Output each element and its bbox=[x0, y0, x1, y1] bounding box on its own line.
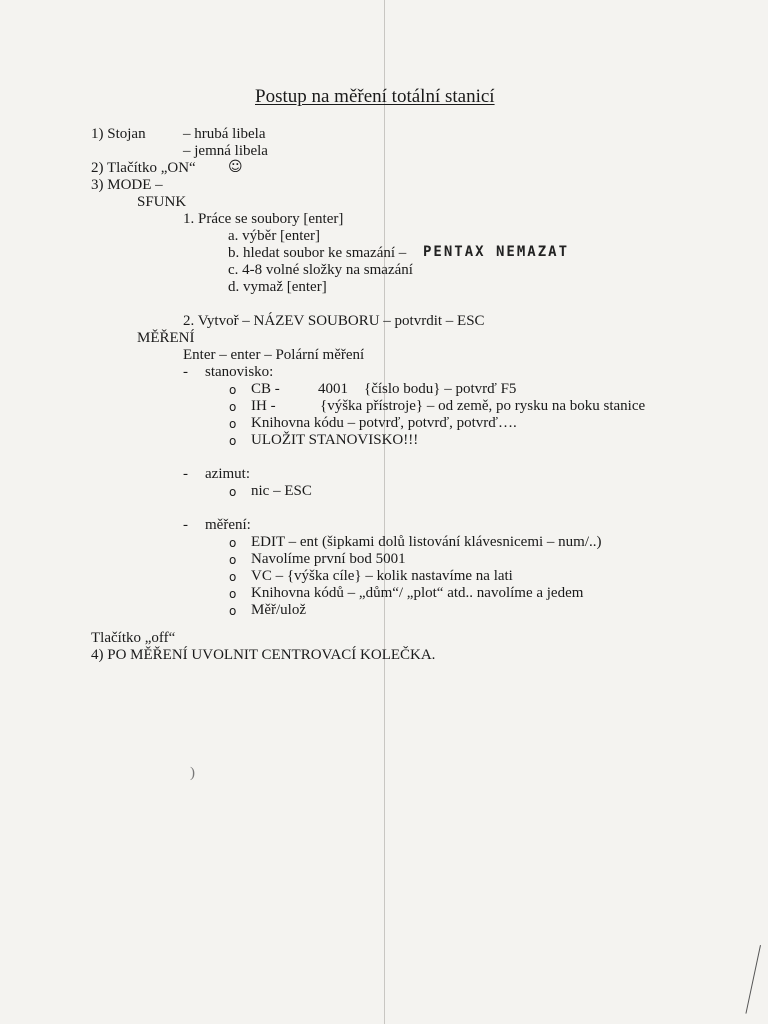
step-3-subitem: a. výběr [enter] bbox=[228, 228, 321, 244]
step-1-item: – jemná libela bbox=[183, 143, 268, 159]
azimut-label: azimut: bbox=[205, 466, 250, 482]
enter-line: Enter – enter – Polární měření bbox=[183, 347, 365, 363]
stanovisko-label: stanovisko: bbox=[205, 364, 274, 380]
step-3-subitem: b. hledat soubor ke smazání – bbox=[228, 245, 407, 261]
step-4-label: 4) PO MĚŘENÍ UVOLNIT CENTROVACÍ KOLEČKA. bbox=[91, 647, 436, 663]
mereni-sub-label: měření: bbox=[205, 517, 251, 533]
fold-line bbox=[384, 0, 385, 1024]
step-3-item-1: 1. Práce se soubory [enter] bbox=[183, 211, 344, 227]
bullet-icon: o bbox=[229, 553, 237, 567]
step-3-label: 3) MODE – bbox=[91, 177, 163, 193]
bullet-icon: o bbox=[229, 383, 237, 397]
mereni-heading: MĚŘENÍ bbox=[137, 330, 195, 346]
bullet-icon: o bbox=[229, 434, 237, 448]
edge-scratch bbox=[745, 945, 761, 1014]
smiley-icon: ☺ bbox=[228, 159, 243, 175]
page-title: Postup na měření totální stanicí bbox=[255, 86, 495, 107]
dash-marker: - bbox=[183, 466, 188, 482]
bullet-icon: o bbox=[229, 485, 237, 499]
mereni-item: EDIT – ent (šipkami dolů listování klávesnicemi – num/..) bbox=[251, 534, 602, 550]
sfunk-label: SFUNK bbox=[137, 194, 187, 210]
cb-key: CB - bbox=[251, 381, 280, 397]
step-1-item: – hrubá libela bbox=[183, 126, 266, 142]
stray-mark: ) bbox=[190, 765, 195, 781]
mereni-item: Měř/ulož bbox=[251, 602, 306, 618]
ih-key: IH - bbox=[251, 398, 276, 414]
azimut-item: nic – ESC bbox=[251, 483, 312, 499]
bullet-icon: o bbox=[229, 400, 237, 414]
step-1-label: 1) Stojan bbox=[91, 126, 146, 142]
step-3-subitem: d. vymaž [enter] bbox=[228, 279, 327, 295]
step-3-subitem: c. 4-8 volné složky na smazání bbox=[228, 262, 413, 278]
bullet-icon: o bbox=[229, 536, 237, 550]
mereni-item: Navolíme první bod 5001 bbox=[251, 551, 406, 567]
stanovisko-item: Knihovna kódu – potvrď, potvrď, potvrď…. bbox=[251, 415, 517, 431]
pentax-stamp: PENTAX NEMAZAT bbox=[423, 244, 570, 260]
step-2-label: 2) Tlačítko „ON“ bbox=[91, 160, 196, 176]
bullet-icon: o bbox=[229, 604, 237, 618]
dash-marker: - bbox=[183, 364, 188, 380]
stanovisko-item: ULOŽIT STANOVISKO!!! bbox=[251, 432, 419, 448]
bullet-icon: o bbox=[229, 587, 237, 601]
ih-rest: {výška přístroje} – od země, po rysku na boku stanice bbox=[320, 398, 646, 414]
bullet-icon: o bbox=[229, 417, 237, 431]
bullet-icon: o bbox=[229, 570, 237, 584]
mereni-item: Knihovna kódů – „dům“/ „plot“ atd.. navolíme a jedem bbox=[251, 585, 584, 601]
step-3-item-2: 2. Vytvoř – NÁZEV SOUBORU – potvrdit – ESC bbox=[183, 313, 485, 329]
cb-number: 4001 bbox=[318, 381, 348, 397]
dash-marker: - bbox=[183, 517, 188, 533]
cb-rest: {číslo bodu} – potvrď F5 bbox=[364, 381, 517, 397]
off-label: Tlačítko „off“ bbox=[91, 630, 176, 646]
mereni-item: VC – {výška cíle} – kolik nastavíme na lati bbox=[251, 568, 513, 584]
